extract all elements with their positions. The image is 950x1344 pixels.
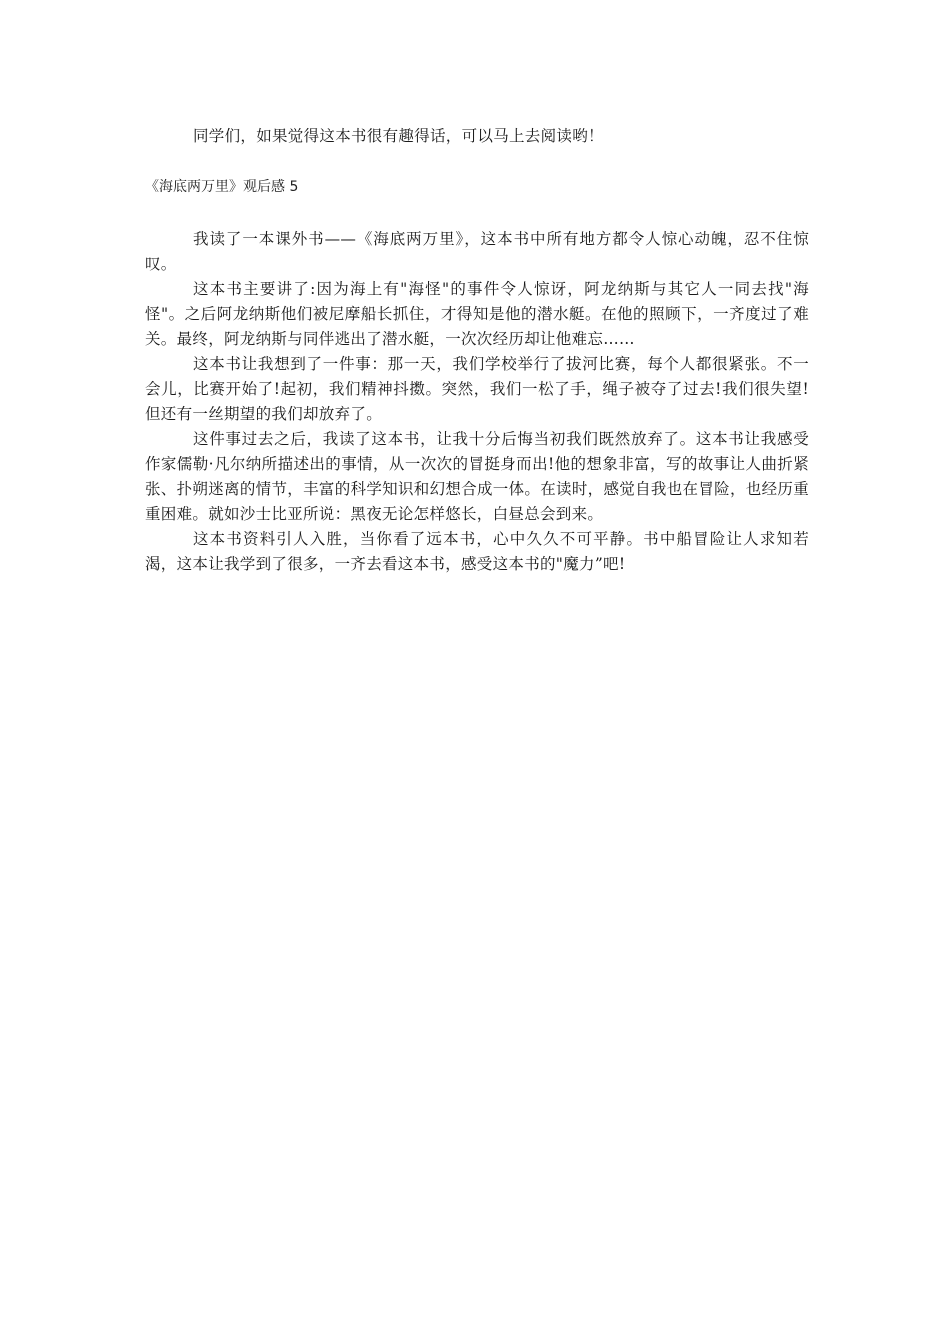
essay-title: 《海底两万里》观后感 5 — [145, 179, 299, 195]
essay-paragraph: 这本书让我想到了一件事：那一天，我们学校举行了拔河比赛，每个人都很紧张。不一会儿，比赛开始了!起初，我们精神抖擞。突然，我们一松了手，绳子被夺了过去!我们很失望!但还有一丝期望的我们却放弃了。 — [145, 355, 809, 423]
essay-paragraph: 我读了一本课外书——《海底两万里》，这本书中所有地方都令人惊心动魄，忍不住惊叹。 — [145, 230, 809, 273]
essay-body — [145, 227, 809, 577]
essay-paragraph: 这件事过去之后，我读了这本书，让我十分后悔当初我们既然放弃了。这本书让我感受作家儒勒·凡尔纳所描述出的事情，从一次次的冒挺身而出!他的想象非富，写的故事让人曲折紧张、扑朔迷离的情节，丰富的科学知识和幻想合成一体。在读时，感觉自我也在冒险，也经历重重困难。就如沙士比亚所说：黑夜无论怎样悠长，白昼总会到来。 — [145, 430, 809, 523]
document-body — [145, 124, 809, 577]
intro-paragraph: 同学们，如果觉得这本书很有趣得话，可以马上去阅读哟！ — [193, 127, 604, 145]
essay-paragraph: 这本书资料引人入胜，当你看了远本书，心中久久不可平静。书中船冒险让人求知若渴，这本让我学到了很多，一齐去看这本书，感受这本书的"魔力”吧! — [145, 530, 809, 573]
essay-paragraph: 这本书主要讲了:因为海上有"海怪"的事件令人惊讶，阿龙纳斯与其它人一同去找"海怪"。之后阿龙纳斯他们被尼摩船长抓住，才得知是他的潜水艇。在他的照顾下，一齐度过了难关。最终，阿龙纳斯与同伴逃出了潜水艇，一次次经历却让他难忘…… — [145, 280, 809, 348]
